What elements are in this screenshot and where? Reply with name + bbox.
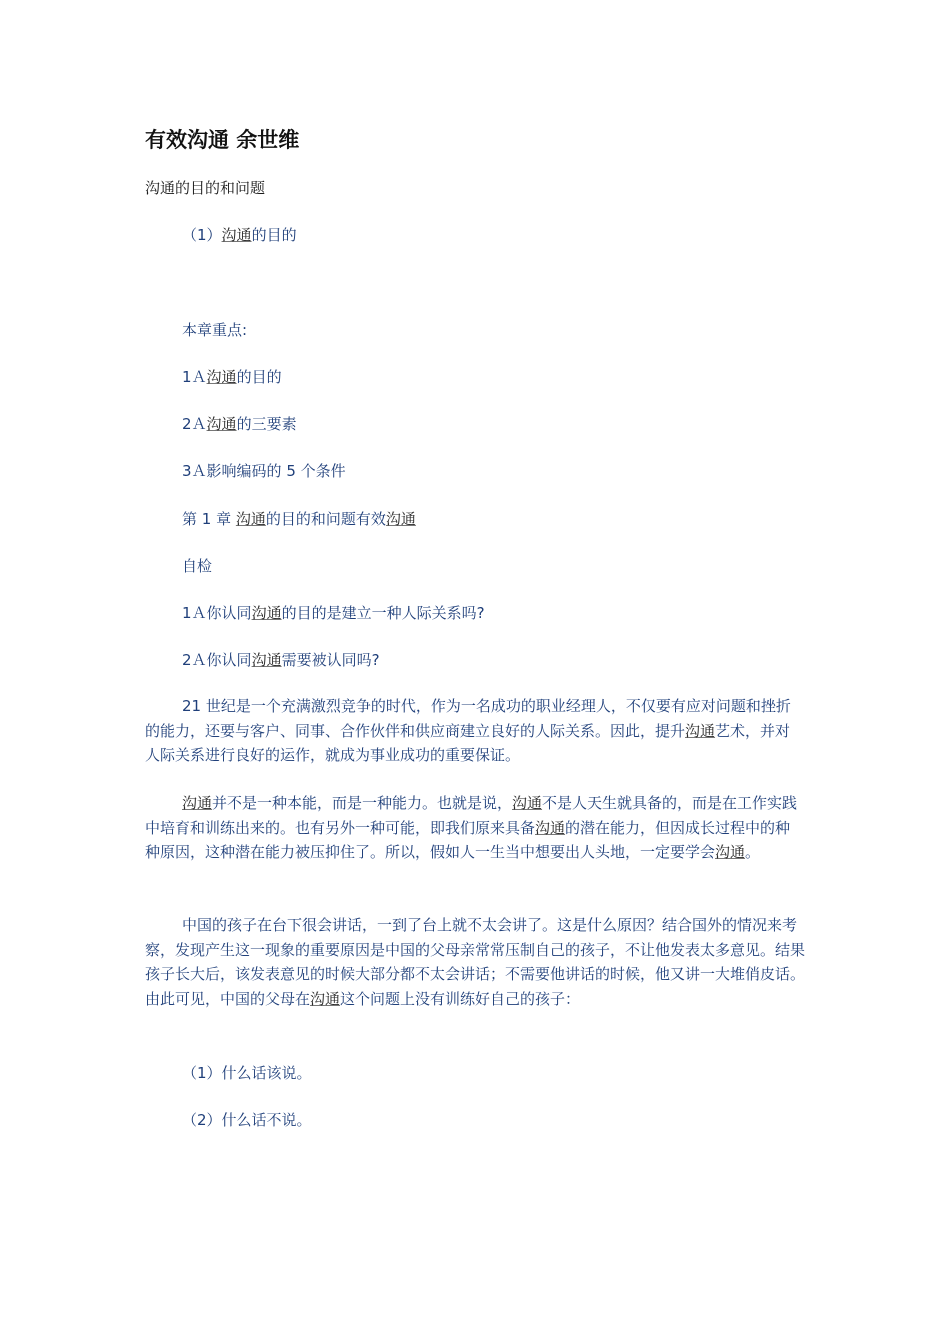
paragraph-link[interactable]: 沟通	[535, 818, 566, 837]
chapter-middle: 的目的和问题有效	[265, 510, 386, 528]
paragraph	[145, 791, 805, 865]
section-heading	[182, 224, 297, 245]
question-number: 1Ａ	[182, 604, 207, 622]
paragraph	[145, 913, 805, 1011]
section-heading-text: 的目的	[251, 226, 297, 244]
question-item	[182, 649, 380, 670]
list-item: （2）什么话不说。	[182, 1111, 312, 1129]
question-item	[182, 602, 485, 623]
paragraph-link[interactable]: 沟通	[310, 989, 341, 1008]
question-link[interactable]: 沟通	[251, 651, 282, 669]
paragraph-text: 这个问题上没有训练好自己的孩子：	[340, 989, 581, 1008]
chapter-prefix: 第 1 章	[182, 510, 236, 528]
paragraph-link[interactable]: 沟通	[182, 794, 213, 812]
key-point-number: 3Ａ	[182, 462, 207, 480]
question-number: 2Ａ	[182, 651, 207, 669]
chapter-link[interactable]: 沟通	[385, 510, 416, 528]
self-check-label: 自检	[182, 557, 213, 575]
key-point-link[interactable]: 沟通	[206, 415, 237, 433]
key-point-text: 影响编码的 5 个条件	[206, 462, 346, 480]
key-point-number: 1Ａ	[182, 368, 207, 386]
key-point-text: 的三要素	[236, 415, 297, 433]
paragraph-text: 。	[745, 843, 761, 861]
chapter-link[interactable]: 沟通	[235, 510, 266, 528]
paragraph-text: 并不是一种本能，而是一种能力。也就是说，	[212, 794, 513, 812]
paragraph-link[interactable]: 沟通	[715, 843, 746, 861]
paragraph-text: 21 世纪是一个充满激烈竞争的时代，作为一名成功的职业经理人，不仅要有应对问题和挫折的能力，还要与客户、同事、合作伙伴和供应商建立良好的人际关系。因此，提升	[145, 697, 791, 740]
key-point-item	[182, 460, 346, 481]
key-point-item	[182, 413, 297, 434]
question-link[interactable]: 沟通	[251, 604, 282, 622]
paragraph-link[interactable]: 沟通	[512, 794, 543, 812]
key-point-text: 的目的	[236, 368, 282, 386]
paragraph-text: 不是人天生就具备的，而是在工作实践中培育和训练出来的。也有另外一种可能，即我们原来具备	[145, 794, 798, 837]
document-title: 有效沟通 余世维	[145, 128, 300, 152]
paragraph-link[interactable]: 沟通	[685, 721, 716, 740]
question-text: 你认同	[206, 604, 252, 622]
question-text: 的目的是建立一种人际关系吗?	[281, 604, 485, 622]
chapter-heading	[182, 508, 416, 529]
key-point-item	[182, 366, 282, 387]
section-link[interactable]: 沟通	[221, 226, 252, 244]
key-point-link[interactable]: 沟通	[206, 368, 237, 386]
paragraph-text: 的潜在能力，但因成长过程中的种种原因，这种潜在能力被压抑住了。所以，假如人一生当中想要出人头地，一定要学会	[145, 818, 791, 861]
list-item: （1）什么话该说。	[182, 1064, 312, 1082]
question-text: 需要被认同吗?	[281, 651, 380, 669]
paragraph-text: 艺术，并对人际关系进行良好的运作，就成为事业成功的重要保证。	[145, 721, 791, 764]
paragraph	[145, 694, 805, 768]
key-points-label: 本章重点:	[182, 321, 248, 339]
document-subtitle: 沟通的目的和问题	[145, 179, 266, 197]
paragraph-text: 中国的孩子在台下很会讲话，一到了台上就不太会讲了。这是什么原因？结合国外的情况来考察，发现产生这一现象的重要原因是中国的父母亲常常压制自己的孩子，不让他发表太多意见。结果孩子长大后，该发表意见的时候大部分都不太会讲话；不需要他讲话的时候，他又讲一大堆俏皮话。由此可见，中国的父母在	[145, 916, 806, 1008]
key-point-number: 2Ａ	[182, 415, 207, 433]
question-text: 你认同	[206, 651, 252, 669]
section-number: （1）	[182, 226, 222, 244]
